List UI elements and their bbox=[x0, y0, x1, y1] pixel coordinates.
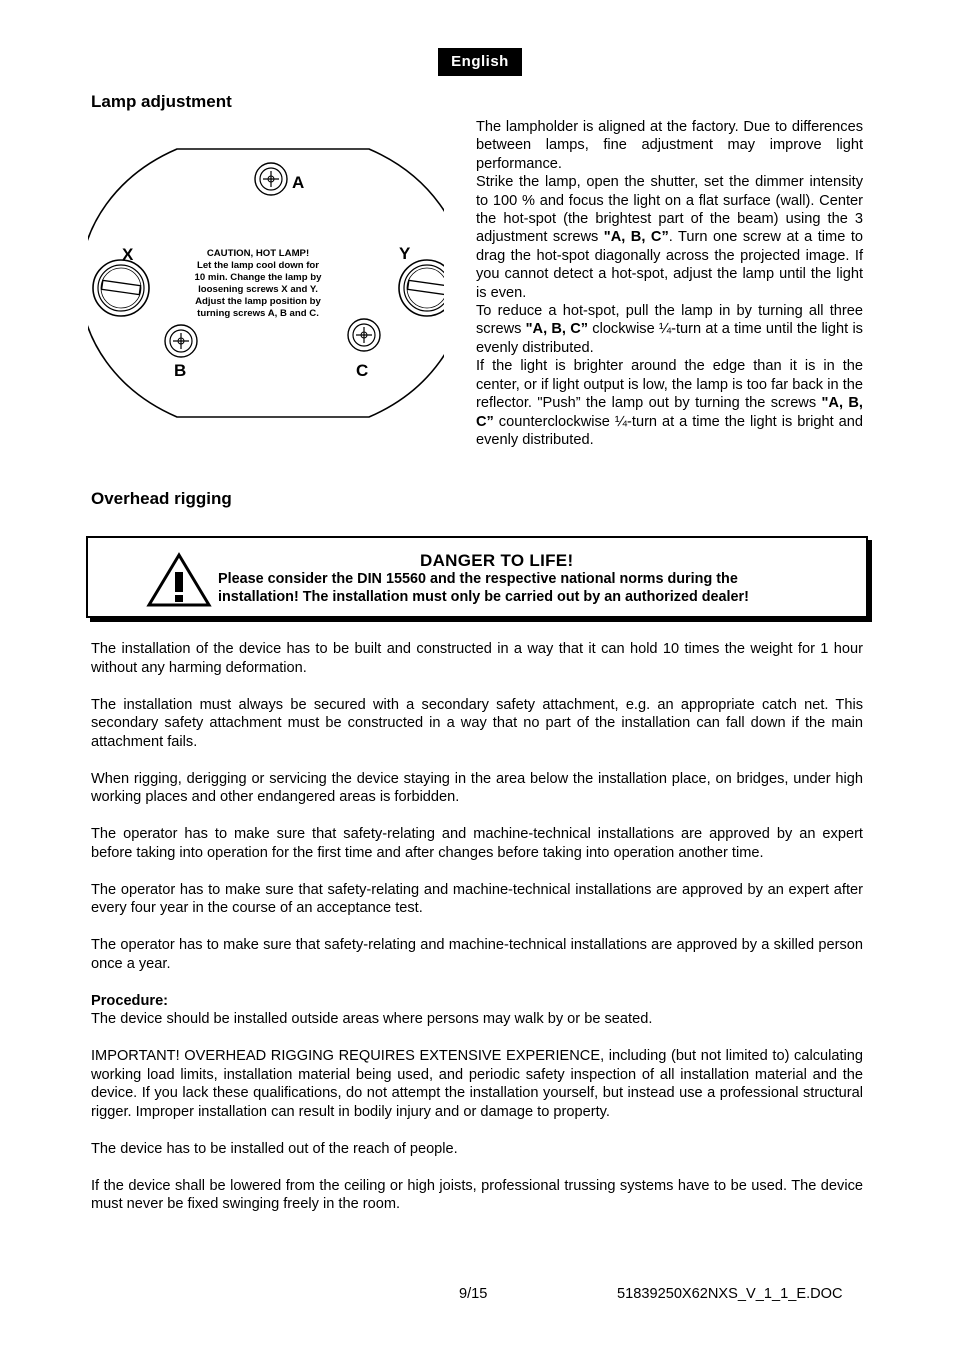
knob-x-icon bbox=[93, 260, 149, 316]
screw-c-icon bbox=[348, 319, 380, 351]
lamp-adjustment-text bbox=[476, 118, 863, 449]
procedure-text: The device should be installed outside areas where persons may walk by or be seated. bbox=[91, 1011, 653, 1027]
caution-line-5: Adjust the lamp position by bbox=[195, 296, 321, 307]
lamp-adjustment-heading: Lamp adjustment bbox=[91, 92, 232, 111]
rigging-paragraph-2: The installation must always be secured with a secondary safety attachment, e.g. an appropriate catch net. This secondary safety attachment must be constructed in a way that no part of the installation can fall down if the main attachment fails. bbox=[91, 696, 863, 750]
rigging-paragraph-1: The installation of the device has to be built and constructed in a way that it can hold 10 times the weight for 1 hour without any harming deformation. bbox=[91, 641, 863, 676]
label-y: Y bbox=[399, 244, 411, 263]
label-x: X bbox=[122, 245, 134, 264]
caution-line-4: loosening screws X and Y. bbox=[198, 284, 318, 295]
danger-warning-box bbox=[86, 536, 868, 618]
overhead-rigging-heading: Overhead rigging bbox=[91, 489, 232, 508]
caution-line-1: CAUTION, HOT LAMP! bbox=[206, 248, 310, 259]
caution-line-3: 10 min. Change the lamp by bbox=[194, 272, 322, 283]
lamp-paragraph-1: The lampholder is aligned at the factory. Due to differences between lamps, fine adjustment may improve light performance. bbox=[476, 119, 863, 172]
knob-y-icon bbox=[399, 260, 444, 316]
language-badge: English bbox=[438, 48, 522, 76]
rigging-body-text bbox=[91, 640, 863, 1232]
caution-line-6: turning screws A, B and C. bbox=[197, 308, 319, 319]
danger-title: DANGER TO LIFE! bbox=[420, 551, 574, 570]
rigging-paragraph-8: The device has to be installed out of the reach of people. bbox=[91, 1140, 458, 1157]
rigging-paragraph-9: If the device shall be lowered from the ceiling or high joists, professional trussing systems have to be used. The device must never be fixed swinging freely in the room. bbox=[91, 1177, 863, 1212]
rigging-paragraph-3: When rigging, derigging or servicing the device staying in the area below the installation place, on bridges, under high working places and other endangered areas is forbidden. bbox=[91, 770, 863, 805]
document-id: 51839250X62NXS_V_1_1_E.DOC bbox=[617, 1286, 843, 1302]
lamp-adjustment-diagram bbox=[88, 146, 444, 424]
rigging-paragraph-5: The operator has to make sure that safety-relating and machine-technical installations are approved by an expert after every four year in the course of an acceptance test. bbox=[91, 881, 863, 916]
rigging-paragraph-6: The operator has to make sure that safety-relating and machine-technical installations are approved by a skilled person once a year. bbox=[91, 937, 863, 972]
rigging-paragraph-4: The operator has to make sure that safety-relating and machine-technical installations are approved by an expert before taking into operation for the first time and after changes before taking into operation another time. bbox=[91, 826, 863, 861]
label-c: C bbox=[356, 361, 369, 380]
danger-line-1: Please consider the DIN 15560 and the respective national norms during the bbox=[218, 571, 738, 587]
label-b: B bbox=[174, 361, 187, 380]
danger-line-2: installation! The installation must only be carried out by an authorized dealer! bbox=[218, 588, 749, 605]
lamp-paragraph-2: Strike the lamp, open the shutter, set the dimmer intensity to 100 % and focus the light on a flat surface (wall). Center the hot-spot (the brightest part of the beam) using the 3 adjustment screws "A, B, C”. Turn one screw at a time to drag the hot-spot diagonally across the projected image. If you cannot detect a hot-spot, adjust the lamp until the light is even. bbox=[476, 174, 863, 301]
warning-triangle-icon bbox=[146, 552, 212, 608]
danger-text bbox=[218, 571, 858, 606]
label-a: A bbox=[292, 173, 305, 192]
screw-b-icon bbox=[165, 325, 197, 357]
rigging-paragraph-7: IMPORTANT! OVERHEAD RIGGING REQUIRES EXTENSIVE EXPERIENCE, including (but not limited to) calculating working load limits, installation material being used, and periodic safety inspection of all installation material and the device. If you lack these qualifications, do not attempt the installation yourself, but instead use a professional structural rigger. Improper installation can result in bodily injury and or damage to property. bbox=[91, 1048, 863, 1120]
screw-a-icon bbox=[255, 163, 287, 195]
page-number: 9/15 bbox=[459, 1286, 488, 1302]
procedure-label: Procedure: bbox=[91, 992, 169, 1009]
lamp-paragraph-3: To reduce a hot-spot, pull the lamp in by turning all three screws "A, B, C” clockwise ¼-turn at a time until the light is evenly distributed. bbox=[476, 303, 863, 356]
lamp-paragraph-4: If the light is brighter around the edge than it is in the center, or if light output is low, the lamp is too far back in the reflector. "Push” the lamp out by turning the screws "A, B, C” counterclockwise ¼-turn at a time the light is bright and evenly distributed. bbox=[476, 358, 863, 448]
lamp-plate-drawing bbox=[88, 146, 444, 424]
caution-line-2: Let the lamp cool down for bbox=[196, 260, 320, 271]
